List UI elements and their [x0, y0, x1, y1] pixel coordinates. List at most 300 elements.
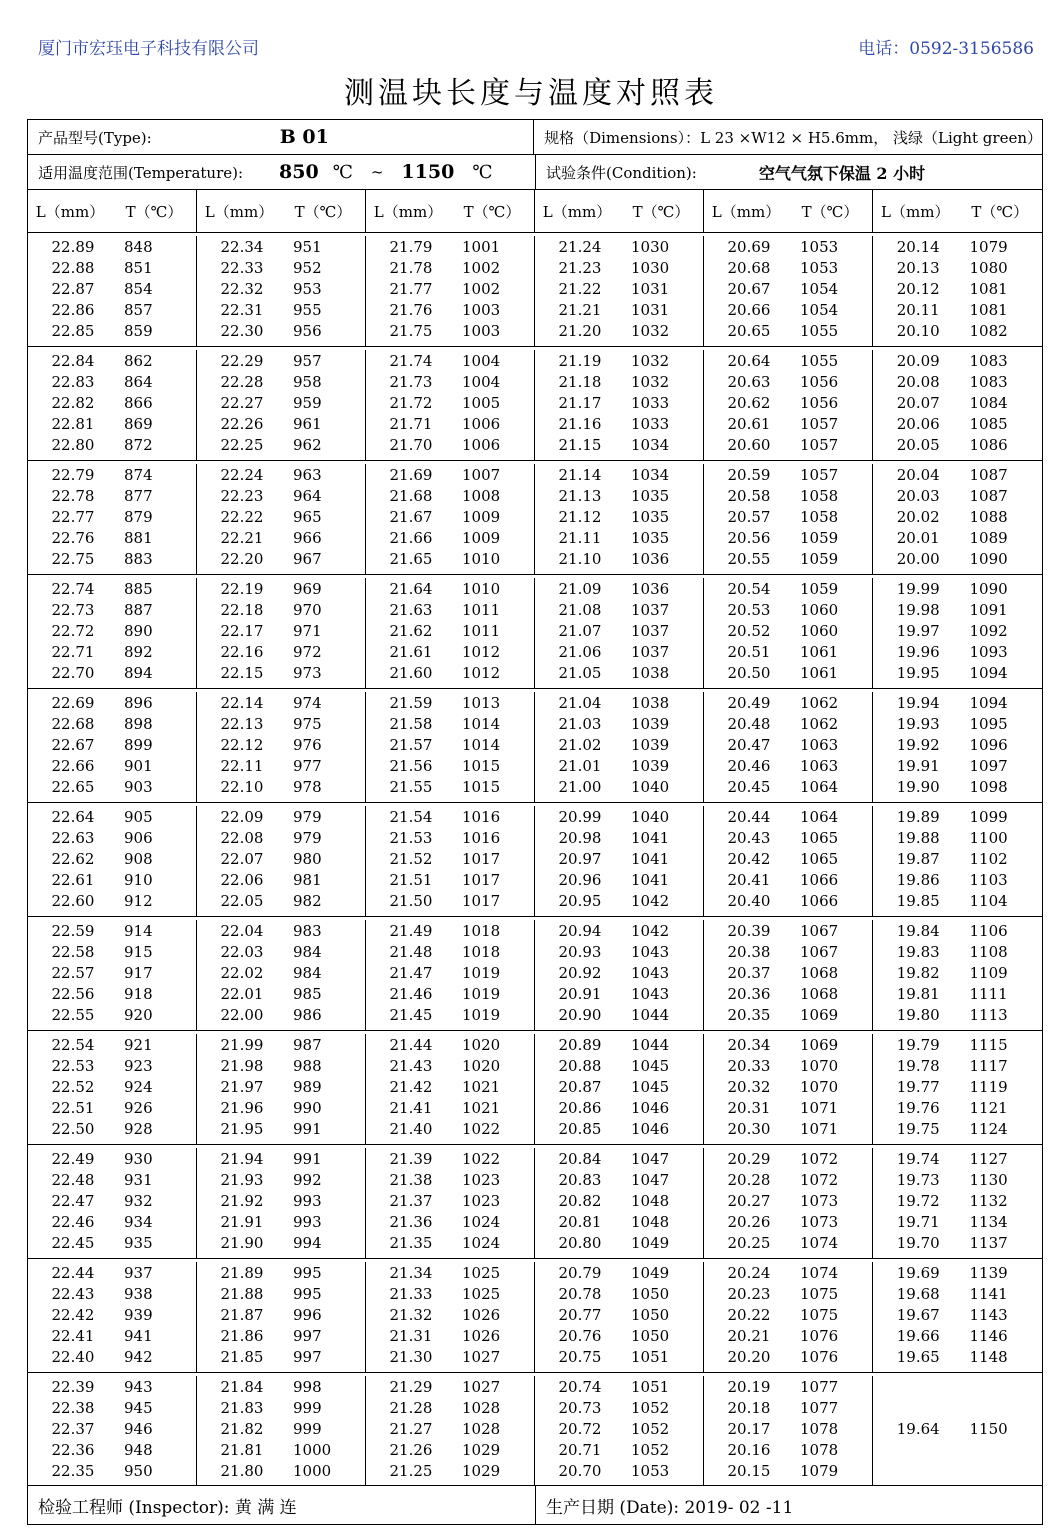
length-cell: 22.00 [220, 1005, 264, 1024]
temperature-cell: 943 [124, 1377, 153, 1396]
table-row [873, 1190, 1042, 1211]
table-row [28, 371, 196, 392]
table-column-pair [704, 350, 873, 460]
table-row [28, 692, 196, 713]
table-row [535, 413, 703, 434]
table-column-pair [704, 920, 873, 1030]
length-cell: 21.41 [389, 1098, 433, 1117]
temperature-cell: 984 [293, 963, 322, 982]
table-row [366, 1076, 534, 1097]
length-cell: 21.20 [558, 321, 602, 340]
temperature-cell: 986 [293, 1005, 322, 1024]
data-table-body [28, 233, 1042, 1486]
length-cell: 20.46 [727, 756, 771, 775]
temperature-cell: 934 [124, 1212, 153, 1231]
table-row [535, 1097, 703, 1118]
table-row [366, 1232, 534, 1253]
length-cell: 20.54 [727, 579, 771, 598]
temperature-cell: 1024 [462, 1212, 501, 1231]
temperature-cell: 1000 [293, 1440, 332, 1459]
table-column-pair [873, 236, 1042, 346]
length-cell: 22.74 [51, 579, 95, 598]
table-row [366, 464, 534, 485]
table-row [535, 1076, 703, 1097]
length-cell: 22.33 [220, 258, 264, 277]
temperature-cell: 1056 [800, 393, 839, 412]
table-row [873, 257, 1042, 278]
temperature-cell: 1062 [800, 693, 839, 712]
length-cell: 21.24 [558, 237, 602, 256]
condition-value: 空气气氛下保温 2 小时 [758, 163, 926, 183]
length-cell: 20.01 [896, 528, 940, 547]
temperature-cell: 1055 [800, 351, 839, 370]
table-row [366, 962, 534, 983]
temperature-cell: 1010 [462, 549, 501, 568]
temperature-cell: 1103 [969, 870, 1008, 889]
temperature-cell: 1019 [462, 1005, 501, 1024]
temperature-cell: 962 [293, 435, 322, 454]
temperature-cell: 1094 [969, 663, 1008, 682]
temperature-cell: 1148 [969, 1347, 1008, 1366]
temperature-cell: 1087 [969, 486, 1008, 505]
length-cell: 22.18 [220, 600, 264, 619]
length-cell: 20.52 [727, 621, 771, 640]
temperature-cell: 1014 [462, 735, 501, 754]
length-cell: 22.62 [51, 849, 95, 868]
length-cell: 21.01 [558, 756, 602, 775]
length-cell: 20.73 [558, 1398, 602, 1417]
length-cell: 22.55 [51, 1005, 95, 1024]
length-cell: 22.01 [220, 984, 264, 1003]
length-cell: 22.77 [51, 507, 95, 526]
table-row [873, 776, 1042, 797]
temperature-cell: 993 [293, 1191, 322, 1210]
temperature-cell: 1037 [631, 621, 670, 640]
table-row [873, 299, 1042, 320]
length-cell: 20.36 [727, 984, 771, 1003]
temperature-cell: 1137 [969, 1233, 1008, 1252]
length-cell: 19.90 [896, 777, 940, 796]
temperature-cell: 1030 [631, 237, 670, 256]
length-cell: 21.30 [389, 1347, 433, 1366]
table-row [197, 1055, 365, 1076]
temperature-cell: 1146 [969, 1326, 1008, 1345]
temperature-cell: 1034 [631, 465, 670, 484]
temperature-cell: 1076 [800, 1347, 839, 1366]
column-header-pair [28, 190, 197, 232]
length-cell: 21.73 [389, 372, 433, 391]
temperature-cell: 1150 [969, 1419, 1008, 1438]
temperature-cell: 1073 [800, 1212, 839, 1231]
table-row [197, 776, 365, 797]
length-cell: 21.00 [558, 777, 602, 796]
length-cell: 21.83 [220, 1398, 264, 1417]
length-cell: 22.63 [51, 828, 95, 847]
length-cell: 22.15 [220, 663, 264, 682]
length-cell: 20.47 [727, 735, 771, 754]
length-cell: 19.82 [896, 963, 940, 982]
table-row [197, 641, 365, 662]
length-cell: 21.54 [389, 807, 433, 826]
length-cell: 22.30 [220, 321, 264, 340]
table-row [197, 1232, 365, 1253]
length-cell: 20.60 [727, 435, 771, 454]
length-cell: 22.43 [51, 1284, 95, 1303]
temperature-cell: 1041 [631, 849, 670, 868]
temperature-cell: 988 [293, 1056, 322, 1075]
temperature-cell: 992 [293, 1170, 322, 1189]
length-cell: 21.60 [389, 663, 433, 682]
temperature-cell: 1097 [969, 756, 1008, 775]
table-row [873, 869, 1042, 890]
length-cell: 22.76 [51, 528, 95, 547]
table-row [366, 1397, 534, 1418]
temperature-cell: 942 [124, 1347, 153, 1366]
length-cell: 20.51 [727, 642, 771, 661]
length-cell: 20.04 [896, 465, 940, 484]
temperature-cell: 1058 [800, 507, 839, 526]
length-cell: 19.89 [896, 807, 940, 826]
length-cell: 21.75 [389, 321, 433, 340]
table-row [366, 320, 534, 341]
length-cell: 22.83 [51, 372, 95, 391]
table-row [197, 806, 365, 827]
length-cell: 22.88 [51, 258, 95, 277]
length-cell: 19.81 [896, 984, 940, 1003]
table-row [535, 236, 703, 257]
table-row [873, 413, 1042, 434]
table-row [28, 527, 196, 548]
length-header: L（mm） [881, 202, 950, 221]
temperature-cell: 885 [124, 579, 153, 598]
table-row [535, 599, 703, 620]
table-column-pair [197, 1262, 366, 1372]
table-row [366, 257, 534, 278]
temperature-cell: 915 [124, 942, 153, 961]
table-row [366, 1304, 534, 1325]
length-cell: 22.48 [51, 1170, 95, 1189]
temperature-cell: 956 [293, 321, 322, 340]
table-row [704, 734, 872, 755]
table-row [704, 578, 872, 599]
length-cell: 21.10 [558, 549, 602, 568]
temperature-cell: 1026 [462, 1326, 501, 1345]
phone-number: 电话：0592-3156586 [858, 39, 1034, 59]
temperature-cell: 1098 [969, 777, 1008, 796]
table-column-pair [873, 578, 1042, 688]
table-column-pair [873, 806, 1042, 916]
length-cell: 20.42 [727, 849, 771, 868]
table-column-pair [28, 692, 197, 802]
temperature-cell: 920 [124, 1005, 153, 1024]
temperature-cell: 972 [293, 642, 322, 661]
table-column-pair [197, 464, 366, 574]
temperature-cell: 1016 [462, 807, 501, 826]
table-row [366, 1055, 534, 1076]
length-cell: 22.12 [220, 735, 264, 754]
temperature-cell: 978 [293, 777, 322, 796]
table-column-pair [873, 1376, 1042, 1485]
table-row [197, 662, 365, 683]
temperature-cell: 996 [293, 1305, 322, 1324]
temperature-cell: 1124 [969, 1119, 1008, 1138]
length-cell: 21.67 [389, 507, 433, 526]
length-cell: 20.09 [896, 351, 940, 370]
temperature-cell: 1083 [969, 372, 1008, 391]
temperature-cell: 1042 [631, 891, 670, 910]
table-column-pair [704, 1034, 873, 1144]
table-row [366, 485, 534, 506]
length-cell: 22.14 [220, 693, 264, 712]
length-cell: 20.90 [558, 1005, 602, 1024]
table-row [197, 1148, 365, 1169]
length-cell: 21.98 [220, 1056, 264, 1075]
temperature-cell: 1014 [462, 714, 501, 733]
length-cell: 22.20 [220, 549, 264, 568]
temperature-cell: 958 [293, 372, 322, 391]
table-row [704, 869, 872, 890]
table-row [366, 1169, 534, 1190]
length-cell: 22.28 [220, 372, 264, 391]
table-column-pair [28, 1034, 197, 1144]
table-row [28, 299, 196, 320]
length-cell: 22.69 [51, 693, 95, 712]
table-row [535, 848, 703, 869]
table-column-pair [873, 920, 1042, 1030]
table-row [535, 1211, 703, 1232]
length-cell: 21.39 [389, 1149, 433, 1168]
length-cell: 22.13 [220, 714, 264, 733]
table-column-pair [197, 806, 366, 916]
length-cell: 22.49 [51, 1149, 95, 1168]
length-cell: 19.64 [896, 1419, 940, 1438]
temperature-cell: 1074 [800, 1233, 839, 1252]
table-row [197, 869, 365, 890]
temperature-cell: 1111 [969, 984, 1008, 1003]
temperature-cell: 1006 [462, 435, 501, 454]
table-row [28, 620, 196, 641]
temperature-cell: 953 [293, 279, 322, 298]
table-row [197, 890, 365, 911]
table-row [535, 827, 703, 848]
table-block [28, 347, 1042, 461]
table-column-pair [28, 806, 197, 916]
length-cell: 22.68 [51, 714, 95, 733]
length-cell: 21.65 [389, 549, 433, 568]
length-cell: 20.86 [558, 1098, 602, 1117]
table-block [28, 689, 1042, 803]
length-cell: 21.80 [220, 1461, 264, 1480]
length-cell: 22.05 [220, 891, 264, 910]
length-cell: 21.34 [389, 1263, 433, 1282]
table-row [366, 620, 534, 641]
temperature-cell: 921 [124, 1035, 153, 1054]
length-cell: 21.35 [389, 1233, 433, 1252]
length-cell: 20.40 [727, 891, 771, 910]
table-row [535, 869, 703, 890]
length-cell: 20.62 [727, 393, 771, 412]
length-cell: 20.83 [558, 1170, 602, 1189]
table-column-pair [28, 1148, 197, 1258]
table-row [366, 920, 534, 941]
table-row [28, 869, 196, 890]
table-row [873, 371, 1042, 392]
temperature-cell: 1011 [462, 621, 501, 640]
length-cell: 20.43 [727, 828, 771, 847]
temperature-cell: 1065 [800, 849, 839, 868]
temperature-cell: 959 [293, 393, 322, 412]
temperature-cell: 997 [293, 1326, 322, 1345]
length-cell: 19.80 [896, 1005, 940, 1024]
column-header-pair [704, 190, 873, 232]
length-cell: 21.15 [558, 435, 602, 454]
length-cell: 20.21 [727, 1326, 771, 1345]
length-cell: 22.79 [51, 465, 95, 484]
temperature-cell: 1074 [800, 1263, 839, 1282]
temperature-cell: 971 [293, 621, 322, 640]
length-cell: 22.09 [220, 807, 264, 826]
length-cell: 21.53 [389, 828, 433, 847]
temperature-cell: 1075 [800, 1284, 839, 1303]
length-cell: 21.72 [389, 393, 433, 412]
table-row [366, 1118, 534, 1139]
length-cell: 21.28 [389, 1398, 433, 1417]
table-column-pair [535, 1034, 704, 1144]
table-row [197, 236, 365, 257]
length-cell: 20.15 [727, 1461, 771, 1480]
table-row [873, 485, 1042, 506]
temperature-cell: 1004 [462, 372, 501, 391]
table-row [28, 1460, 196, 1481]
table-row [704, 1304, 872, 1325]
table-row [366, 1325, 534, 1346]
temperature-cell: 1045 [631, 1056, 670, 1075]
temperature-cell: 999 [293, 1419, 322, 1438]
length-cell: 19.65 [896, 1347, 940, 1366]
temperature-cell: 1052 [631, 1398, 670, 1417]
table-row [873, 320, 1042, 341]
temperature-cell: 932 [124, 1191, 153, 1210]
temperature-cell: 952 [293, 258, 322, 277]
temperature-cell: 1025 [462, 1263, 501, 1282]
length-cell: 20.71 [558, 1440, 602, 1459]
table-row [535, 257, 703, 278]
table-row [28, 548, 196, 569]
temperature-cell: 1060 [800, 600, 839, 619]
temperature-cell: 924 [124, 1077, 153, 1096]
table-row [535, 1034, 703, 1055]
table-row [366, 371, 534, 392]
table-row [535, 1283, 703, 1304]
header-row-type [28, 120, 1042, 155]
table-column-pair [704, 1376, 873, 1485]
temperature-cell: 1078 [800, 1440, 839, 1459]
temp-cell [28, 155, 536, 189]
table-row [366, 806, 534, 827]
temperature-cell: 979 [293, 828, 322, 847]
length-cell: 20.07 [896, 393, 940, 412]
temperature-cell: 931 [124, 1170, 153, 1189]
table-row [28, 1034, 196, 1055]
temperature-cell: 1081 [969, 300, 1008, 319]
temperature-cell: 881 [124, 528, 153, 547]
length-cell: 19.83 [896, 942, 940, 961]
length-cell: 20.10 [896, 321, 940, 340]
length-cell: 21.38 [389, 1170, 433, 1189]
temperature-cell: 1081 [969, 279, 1008, 298]
table-row [28, 776, 196, 797]
temperature-cell: 1043 [631, 942, 670, 961]
temperature-cell: 1048 [631, 1212, 670, 1231]
table-row [197, 1076, 365, 1097]
table-row [28, 1004, 196, 1025]
table-row [704, 641, 872, 662]
length-cell: 19.92 [896, 735, 940, 754]
table-column-pair [704, 578, 873, 688]
table-column-pair [197, 350, 366, 460]
table-column-pair [704, 1262, 873, 1372]
temperature-cell: 1003 [462, 321, 501, 340]
table-row [873, 827, 1042, 848]
length-cell: 21.99 [220, 1035, 264, 1054]
temperature-cell: 1048 [631, 1191, 670, 1210]
temperature-cell: 869 [124, 414, 153, 433]
temperature-cell: 1064 [800, 807, 839, 826]
table-row [704, 1118, 872, 1139]
table-row [197, 1397, 365, 1418]
length-cell: 21.12 [558, 507, 602, 526]
table-row [366, 1034, 534, 1055]
length-cell: 22.07 [220, 849, 264, 868]
table-row [366, 641, 534, 662]
table-row [704, 278, 872, 299]
temperature-cell: 1012 [462, 663, 501, 682]
length-cell: 21.05 [558, 663, 602, 682]
table-row [197, 1190, 365, 1211]
temperature-cell: 1088 [969, 507, 1008, 526]
table-row [535, 485, 703, 506]
table-row [873, 983, 1042, 1004]
table-row [197, 962, 365, 983]
length-cell: 20.24 [727, 1263, 771, 1282]
temperature-cell: 1052 [631, 1419, 670, 1438]
table-row [704, 257, 872, 278]
table-row [873, 1460, 1042, 1481]
table-row [366, 1190, 534, 1211]
length-cell: 22.10 [220, 777, 264, 796]
temperature-cell: 1063 [800, 735, 839, 754]
length-cell: 21.29 [389, 1377, 433, 1396]
table-row [873, 1076, 1042, 1097]
table-row [704, 890, 872, 911]
table-row [704, 1097, 872, 1118]
table-block [28, 575, 1042, 689]
length-cell: 19.71 [896, 1212, 940, 1231]
temperature-cell: 1052 [631, 1440, 670, 1459]
temperature-cell: 1016 [462, 828, 501, 847]
table-row [873, 236, 1042, 257]
table-row [28, 713, 196, 734]
table-row [366, 506, 534, 527]
temperature-cell: 1141 [969, 1284, 1008, 1303]
temperature-cell: 999 [293, 1398, 322, 1417]
table-row [873, 692, 1042, 713]
temperature-cell: 981 [293, 870, 322, 889]
table-block [28, 461, 1042, 575]
temperature-cell: 890 [124, 621, 153, 640]
table-column-pair [197, 1376, 366, 1485]
length-cell: 20.91 [558, 984, 602, 1003]
